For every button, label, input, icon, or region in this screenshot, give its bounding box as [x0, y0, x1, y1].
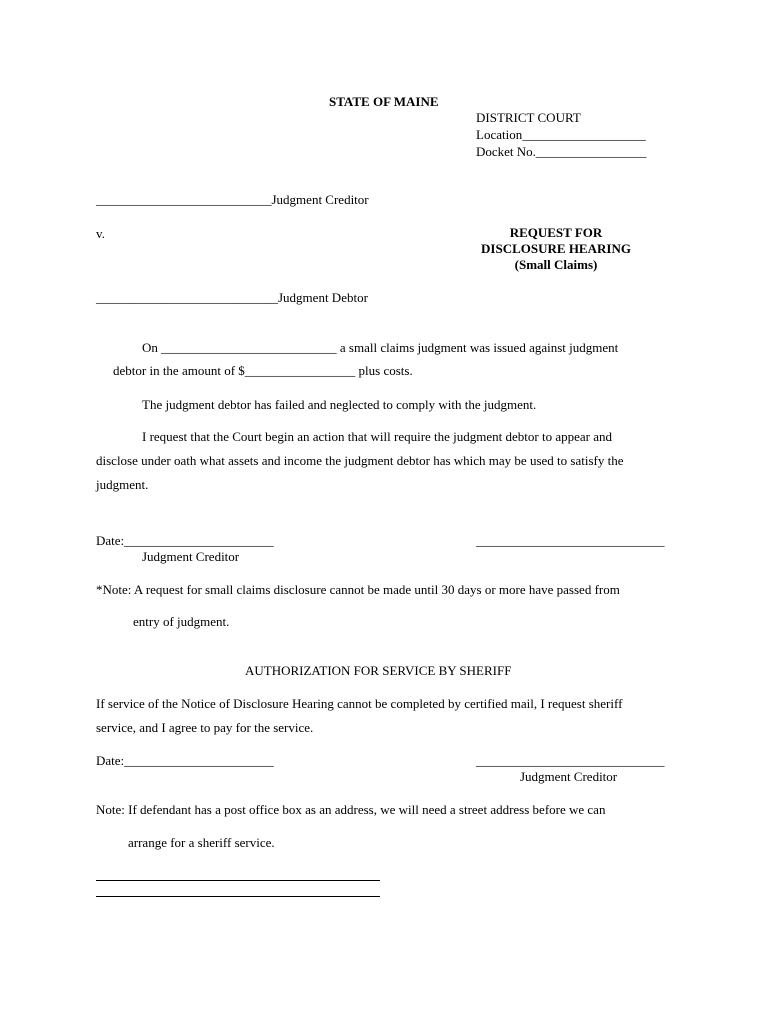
signature-line-1: _____________________________ — [476, 533, 665, 548]
note-1-line-1: *Note: A request for small claims disclosure cannot be made until 30 days or more have passed from — [96, 582, 620, 597]
title-line-2: DISCLOSURE HEARING — [481, 241, 631, 256]
paragraph-1-line-1: On ___________________________ a small claims judgment was issued against judgment — [142, 340, 619, 355]
docket-field: Docket No._________________ — [476, 144, 647, 159]
date-field-1: Date:_______________________ — [96, 533, 274, 548]
authorization-line-2: service, and I agree to pay for the service. — [96, 720, 314, 735]
judgment-creditor-line: ___________________________Judgment Creditor — [96, 192, 369, 207]
versus-label: v. — [96, 226, 105, 241]
judgment-creditor-label-1: Judgment Creditor — [142, 549, 240, 564]
judgment-debtor-line: ____________________________Judgment Debtor — [96, 290, 368, 305]
paragraph-2: The judgment debtor has failed and neglected to comply with the judgment. — [142, 397, 537, 412]
paragraph-3-line-3: judgment. — [96, 477, 149, 492]
blank-line-1 — [96, 880, 380, 881]
date-field-2: Date:_______________________ — [96, 753, 274, 768]
note-2-line-2: arrange for a sheriff service. — [128, 835, 275, 850]
court-name: DISTRICT COURT — [476, 110, 581, 125]
location-field: Location___________________ — [476, 127, 646, 142]
title-line-1: REQUEST FOR — [509, 225, 603, 240]
paragraph-3-line-1: I request that the Court begin an action that will require the judgment debtor to appear and — [142, 429, 613, 444]
title-line-3: (Small Claims) — [514, 257, 598, 272]
blank-line-2 — [96, 896, 380, 897]
authorization-heading: AUTHORIZATION FOR SERVICE BY SHERIFF — [245, 663, 512, 678]
state-heading: STATE OF MAINE — [329, 94, 439, 109]
paragraph-1-line-2: debtor in the amount of $_________________ plus costs. — [113, 363, 413, 378]
note-2-line-1: Note: If defendant has a post office box as an address, we will need a street address before we can — [96, 802, 606, 817]
paragraph-3-line-2: disclose under oath what assets and income the judgment debtor has which may be used to satisfy the — [96, 453, 624, 468]
note-1-line-2: entry of judgment. — [133, 614, 230, 629]
signature-line-2: _____________________________ — [476, 753, 665, 768]
judgment-creditor-label-2: Judgment Creditor — [520, 769, 618, 784]
authorization-line-1: If service of the Notice of Disclosure Hearing cannot be completed by certified mail, I request sheriff — [96, 696, 623, 711]
